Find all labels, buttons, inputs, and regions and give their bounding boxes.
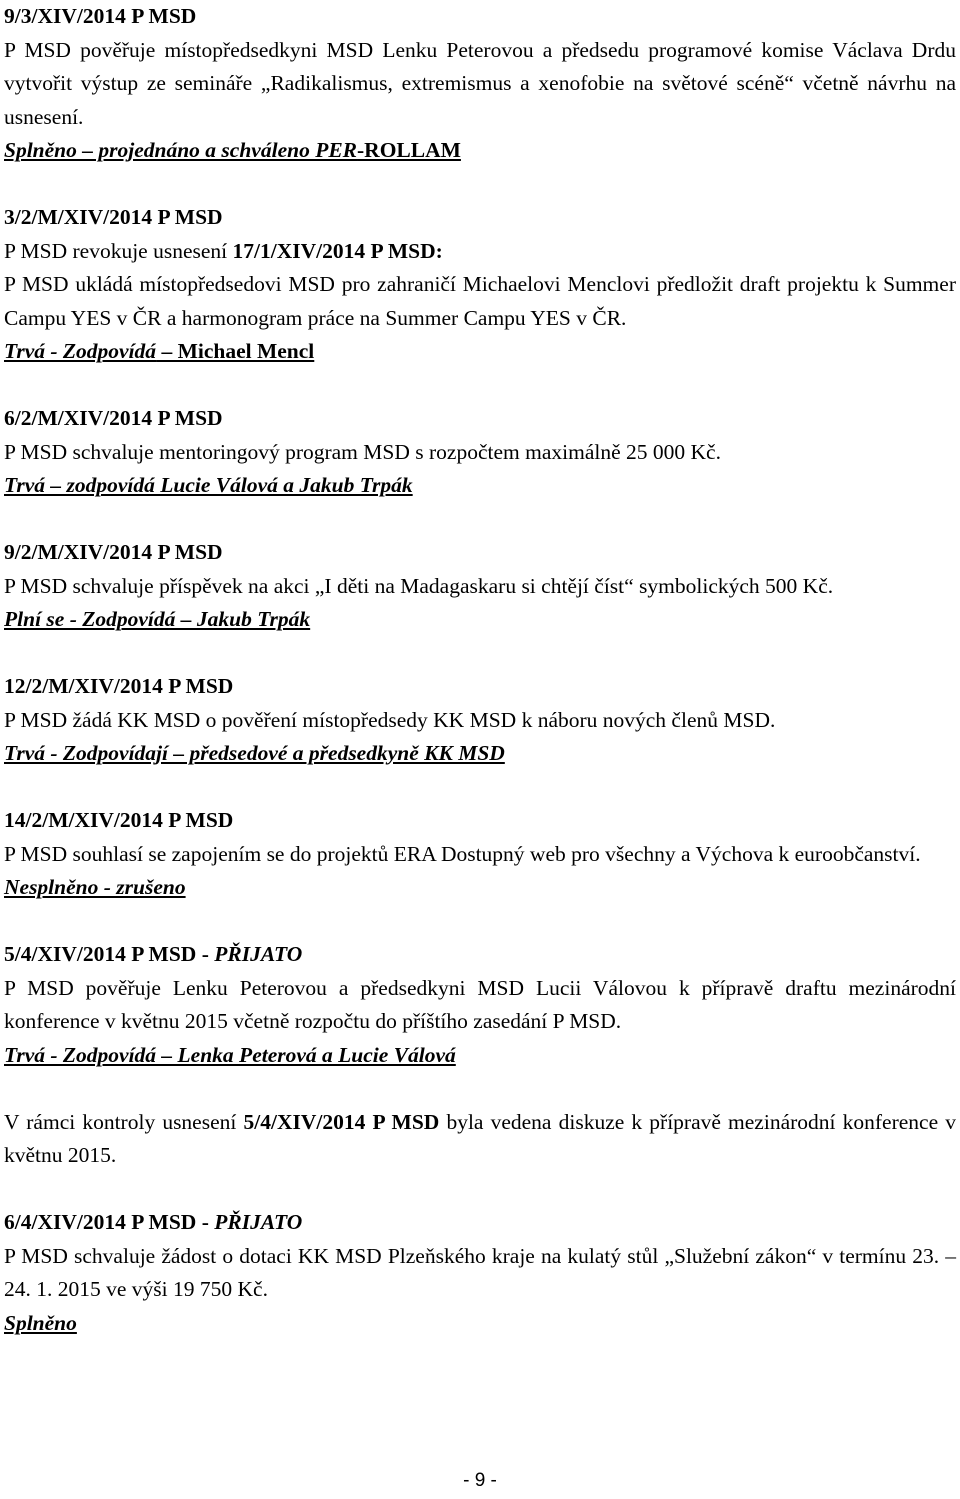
resolution-9-3 bbox=[4, 0, 956, 168]
control-post: byla vedena diskuze k přípravě mezinárodní konference v květnu 2015. bbox=[4, 1109, 956, 1167]
resolution-text: P MSD schvaluje mentoringový program MSD s rozpočtem maximálně 25 000 Kč. bbox=[4, 439, 721, 464]
resolution-status: Splněno bbox=[4, 1310, 77, 1335]
resolution-text: P MSD schvaluje žádost o dotaci KK MSD Plzeňského kraje na kulatý stůl „Služební zákon“ v termínu 23. – 24. 1. 2015 ve výši 19 750 Kč. bbox=[4, 1243, 956, 1301]
status-suffix: – Michael Mencl bbox=[156, 339, 315, 363]
intro-text: P MSD revokuje usnesení bbox=[4, 238, 233, 263]
resolution-5-4 bbox=[4, 938, 956, 1072]
resolution-text: P MSD souhlasí se zapojením se do projektů ERA Dostupný web pro všechny a Výchova k euroobčanství. bbox=[4, 841, 921, 866]
resolution-text: P MSD pověřuje místopředsedkyni MSD Lenku Peterovou a předsedu programové komise Václava Drdu vytvořit výstup ze semináře „Radikalismus, extremismus a xenofobie na světové scéně“ včetně návrhu na usnesení. bbox=[4, 37, 956, 129]
spacer bbox=[4, 168, 956, 202]
spacer bbox=[4, 1072, 956, 1106]
resolution-status: Trvá - Zodpovídají – předsedové a předsedkyně KK MSD bbox=[4, 741, 505, 765]
spacer bbox=[4, 1173, 956, 1207]
page-number: - 9 - bbox=[463, 1470, 497, 1491]
status-main: Trvá - Zodpovídá bbox=[4, 339, 157, 363]
resolution-text: P MSD žádá KK MSD o pověření místopředsedy KK MSD k náboru nových členů MSD. bbox=[4, 707, 776, 732]
spacer bbox=[4, 369, 956, 403]
resolution-tag: PŘIJATO bbox=[214, 942, 303, 966]
resolution-id: 6/2/M/XIV/2014 P MSD bbox=[4, 406, 223, 430]
resolution-12-2-m bbox=[4, 670, 956, 771]
spacer bbox=[4, 905, 956, 939]
status-suffix: -ROLLAM bbox=[357, 138, 461, 162]
control-pre: V rámci kontroly usnesení bbox=[4, 1109, 244, 1134]
resolution-status: Nesplněno - zrušeno bbox=[4, 875, 186, 899]
spacer bbox=[4, 503, 956, 537]
spacer bbox=[4, 771, 956, 805]
resolution-status bbox=[4, 335, 956, 369]
resolution-status bbox=[4, 134, 956, 168]
resolution-text: P MSD pověřuje Lenku Peterovou a předsedkyni MSD Lucii Válovou k přípravě draftu mezinárodní konference v květnu 2015 včetně rozpočtu do příštího zasedání P MSD. bbox=[4, 975, 956, 1033]
resolution-6-2-m bbox=[4, 402, 956, 503]
resolution-id: 14/2/M/XIV/2014 P MSD bbox=[4, 808, 234, 832]
resolution-3-2-m bbox=[4, 201, 956, 369]
resolution-id-text: 5/4/XIV/2014 P MSD - bbox=[4, 942, 215, 966]
resolution-status: Trvá – zodpovídá Lucie Válová a Jakub Trpák bbox=[4, 473, 413, 497]
resolution-text: P MSD schvaluje příspěvek na akci „I děti na Madagaskaru si chtějí číst“ symbolických 500 Kč. bbox=[4, 573, 834, 598]
resolution-id: 9/2/M/XIV/2014 P MSD bbox=[4, 540, 223, 564]
resolution-id: 3/2/M/XIV/2014 P MSD bbox=[4, 205, 223, 229]
control-ref: 5/4/XIV/2014 P MSD bbox=[243, 1109, 440, 1134]
resolution-id bbox=[4, 1206, 956, 1240]
resolution-id-text: 6/4/XIV/2014 P MSD - bbox=[4, 1210, 215, 1234]
intro-ref: 17/1/XIV/2014 P MSD: bbox=[232, 238, 443, 263]
resolution-id: 9/3/XIV/2014 P MSD bbox=[4, 4, 197, 28]
resolution-intro bbox=[4, 235, 956, 269]
resolution-6-4 bbox=[4, 1206, 956, 1340]
resolution-id: 12/2/M/XIV/2014 P MSD bbox=[4, 674, 234, 698]
status-main: Splněno – projednáno a schváleno PER bbox=[4, 138, 358, 162]
resolution-tag: PŘIJATO bbox=[214, 1210, 303, 1234]
control-paragraph bbox=[4, 1106, 956, 1173]
spacer bbox=[4, 637, 956, 671]
resolution-text: P MSD ukládá místopředsedovi MSD pro zahraničí Michaelovi Menclovi předložit draft projektu k Summer Campu YES v ČR a harmonogram práce na Summer Campu YES v ČR. bbox=[4, 272, 956, 330]
resolution-status: Trvá - Zodpovídá – Lenka Peterová a Lucie Válová bbox=[4, 1042, 456, 1067]
resolution-status: Plní se - Zodpovídá – Jakub Trpák bbox=[4, 607, 311, 631]
resolution-9-2-m bbox=[4, 536, 956, 637]
resolution-14-2-m bbox=[4, 804, 956, 905]
resolution-id bbox=[4, 938, 956, 972]
